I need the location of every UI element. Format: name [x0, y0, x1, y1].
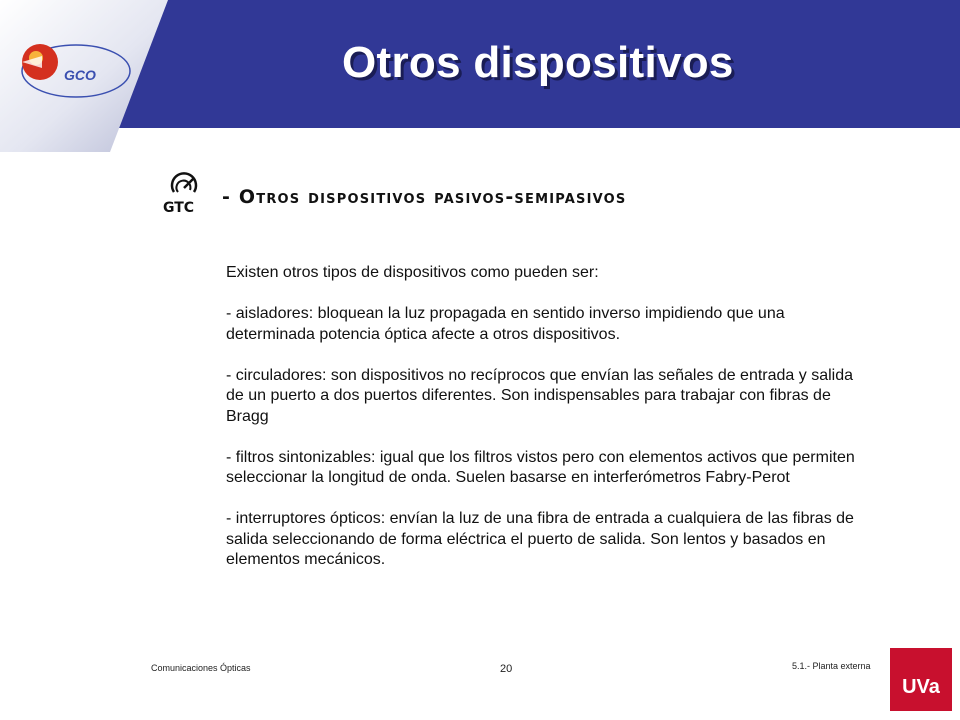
paragraph-circuladores: - circuladores: son dispositivos no recíprocos que envían las señales de entrada y salida de un puerto a dos puertos diferentes. Son indispensables para trabajar con fibras de Bragg	[226, 366, 854, 425]
gco-logo	[14, 36, 134, 106]
paragraph-filtros: - filtros sintonizables: igual que los filtros vistos pero con elementos activos que permiten seleccionar la longitud de onda. Suelen basarse en interferómetros Fabry-Perot	[226, 448, 855, 486]
body-text	[226, 263, 856, 591]
svg-text:GCO: GCO	[64, 67, 96, 83]
footer-course: Comunicaciones Ópticas	[151, 663, 251, 673]
svg-text:GTC: GTC	[163, 200, 195, 216]
uva-logo: UVa	[890, 648, 952, 711]
paragraph-interruptores: - interruptores ópticos: envían la luz de una fibra de entrada a cualquiera de las fibras de salida seleccionando de forma eléctrica el puerto de salida. Son lentos y basados en elementos mecánicos.	[226, 510, 854, 568]
gtc-logo	[160, 170, 208, 216]
section-heading: - Otros dispositivos pasivos-semipasivos	[222, 186, 627, 208]
page-number: 20	[500, 663, 513, 675]
slide-title: Otros dispositivos	[342, 38, 734, 87]
paragraph-aisladores: - aisladores: bloquean la luz propagada en sentido inverso impidiendo que una determinada potencia óptica afecte a otros dispositivos.	[226, 305, 785, 343]
footer-section: 5.1.- Planta externa	[792, 661, 871, 671]
paragraph-intro: Existen otros tipos de dispositivos como pueden ser:	[226, 264, 599, 281]
